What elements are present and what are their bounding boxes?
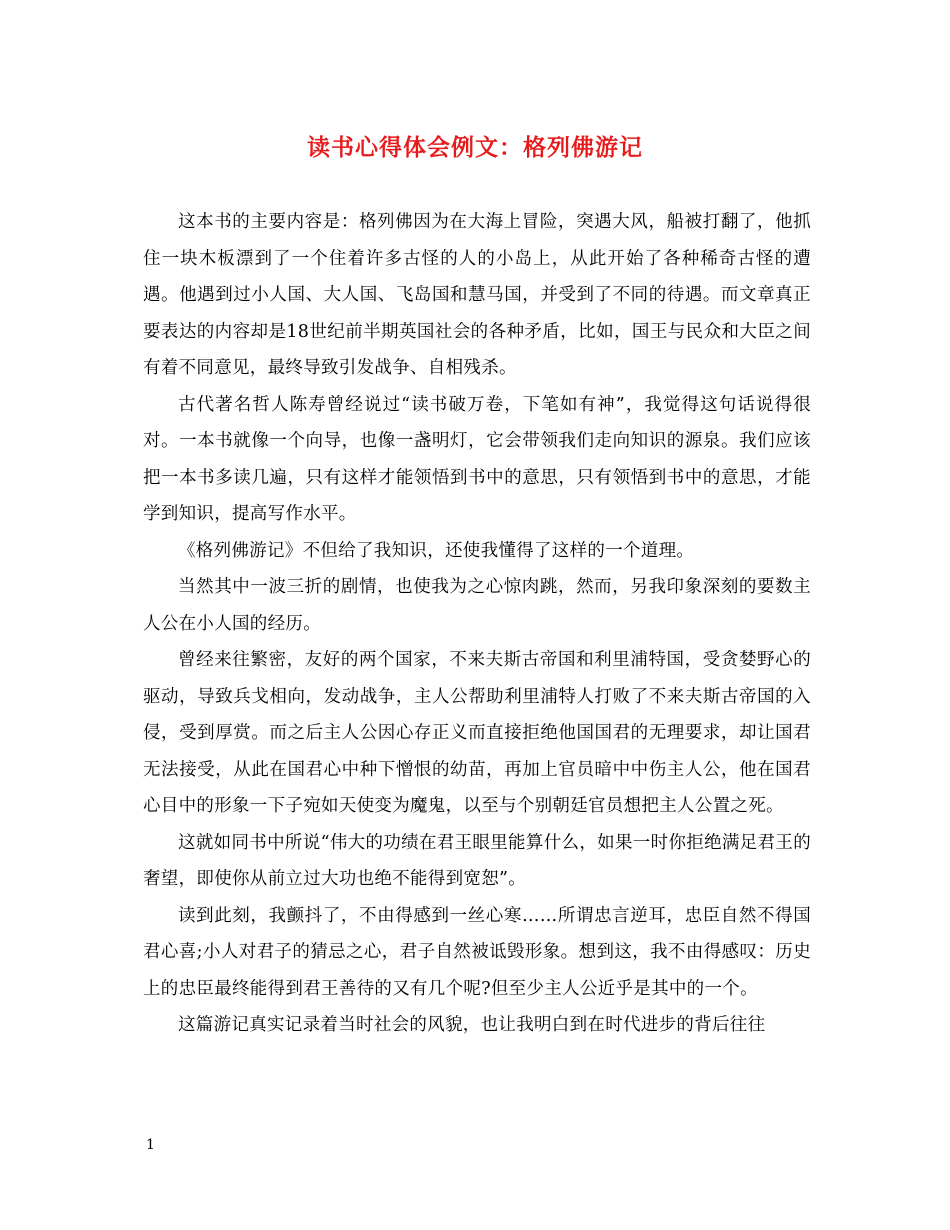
page-number: 1 <box>146 1137 155 1153</box>
paragraph-5: 曾经来往繁密，友好的两个国家，不来夫斯古帝国和利里浦特国，受贪婪野心的驱动，导致兵戈相向，发动战争，主人公帮助利里浦特人打败了不来夫斯古帝国的入侵，受到厚赏。而之后主人公因心存正义而直接拒绝他国国君的无理要求，却让国君无法接受，从此在国君心中种下憎恨的幼苗，再加上官员暗中中伤主人公，他在国君心目中的形象一下子宛如天使变为魔鬼，以至与个别朝廷官员想把主人公置之死。 <box>143 650 811 816</box>
paragraph-1: 这本书的主要内容是：格列佛因为在大海上冒险，突遇大风，船被打翻了，他抓住一块木板漂到了一个住着许多古怪的人的小岛上，从此开始了各种稀奇古怪的遭遇。他遇到过小人国、大人国、飞岛国和慧马国，并受到了不同的待遇。而文章真正要表达的内容却是18世纪前半期英国社会的各种矛盾，比如，国王与民众和大臣之间有着不同意见，最终导致引发战争、自相残杀。 <box>143 212 811 378</box>
paragraph-7: 读到此刻，我颤抖了，不由得感到一丝心寒……所谓忠言逆耳，忠臣自然不得国君心喜;小人对君子的猜忌之心，君子自然被诋毁形象。想到这，我不由得感叹：历史上的忠臣最终能得到君王善待的又有几个呢?但至少主人公近乎是其中的一个。 <box>143 905 811 999</box>
document-body <box>143 204 811 1044</box>
paragraph-4: 当然其中一波三折的剧情，也使我为之心惊肉跳，然而，另我印象深刻的要数主人公在小人国的经历。 <box>143 577 811 634</box>
paragraph-2: 古代著名哲人陈寿曾经说过“读书破万卷，下笔如有神”，我觉得这句话说得很对。一本书就像一个向导，也像一盏明灯，它会带领我们走向知识的源泉。我们应该把一本书多读几遍，只有这样才能领悟到书中的意思，只有领悟到书中的意思，才能学到知识，提高写作水平。 <box>143 394 811 524</box>
paragraph-6: 这就如同书中所说“伟大的功绩在君王眼里能算什么，如果一时你拒绝满足君王的奢望，即使你从前立过大功也绝不能得到宽恕”。 <box>143 832 811 889</box>
paragraph-3: 《格列佛游记》不但给了我知识，还使我懂得了这样的一个道理。 <box>178 540 695 561</box>
document-title: 读书心得体会例文：格列佛游记 <box>307 134 643 161</box>
paragraph-8: 这篇游记真实记录着当时社会的风貌，也让我明白到在时代进步的背后往往 <box>178 1015 766 1035</box>
